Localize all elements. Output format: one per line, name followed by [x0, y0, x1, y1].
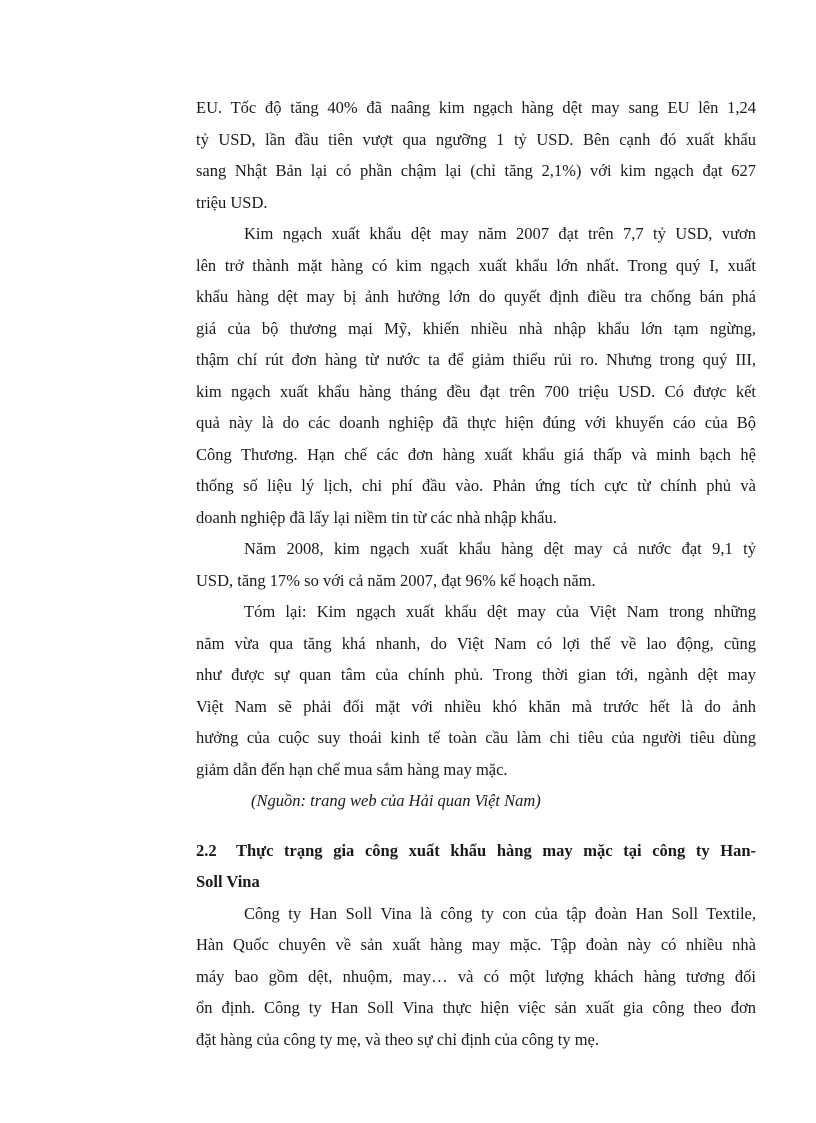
text-line: Công ty Han Soll Vina là công ty con của tập đoàn Han Soll Textile, [244, 903, 756, 923]
source-citation: (Nguồn: trang web của Hải quan Việt Nam) [251, 791, 541, 810]
text-line: tỷ USD, lần đầu tiên vượt qua ngưỡng 1 tỷ USD. Bên cạnh đó xuất khẩu [196, 129, 756, 149]
text-line: Kim ngạch xuất khẩu dệt may năm 2007 đạt trên 7,7 tỷ USD, vươn [244, 224, 756, 243]
text-line: lên trở thành mặt hàng có kim ngạch xuất khẩu lớn nhất. Trong quý I, xuất [196, 255, 756, 275]
paragraph-2008-export [196, 533, 756, 596]
text-line: EU. Tốc độ tăng 40% đã naâng kim ngạch hàng dệt may sang EU lên 1,24 [196, 98, 756, 117]
text-line: sang Nhật Bản lại có phần chậm lại (chỉ tăng 2,1%) với kim ngạch đạt 627 [196, 161, 756, 180]
text-line: máy bao gồm dệt, nhuộm, may… và có một lượng khách hàng tương đối [196, 966, 756, 986]
text-line: doanh nghiệp đã lấy lại niềm tin từ các nhà nhập khẩu. [196, 507, 557, 527]
paragraph-company-intro [196, 898, 756, 1056]
heading-title: Thực trạng gia công xuất khẩu hàng may mặc tại công ty Han- [236, 840, 756, 860]
text-line: giảm dẫn đến hạn chế mua sắm hàng may mặc. [196, 759, 508, 779]
text-line: thống số liệu lý lịch, chi phí đầu vào. Phản ứng tích cực từ chính phủ và [196, 476, 756, 495]
heading-line [196, 835, 756, 867]
paragraph-2007-export [196, 218, 756, 533]
text-line: giá của bộ thương mại Mỹ, khiến nhiều nhà nhập khẩu lớn tạm ngừng, [196, 318, 756, 338]
text-line: triệu USD. [196, 192, 268, 212]
text-line: Năm 2008, kim ngạch xuất khẩu hàng dệt may cả nước đạt 9,1 tỷ [244, 539, 756, 558]
text-line: thậm chí rút đơn hàng từ nước ta để giảm thiểu rủi ro. Nhưng trong quý III, [196, 350, 756, 369]
text-line: quả này là do các doanh nghiệp đã thực hiện đúng với khuyến cáo của Bộ [196, 413, 756, 432]
section-spacer [196, 817, 756, 835]
section-heading [196, 835, 756, 898]
text-line: hưởng của cuộc suy thoái kinh tế toàn cầu làm chi tiêu của người tiêu dùng [196, 728, 756, 747]
text-line: đặt hàng của công ty mẹ, và theo sự chỉ định của công ty mẹ. [196, 1029, 599, 1049]
paragraph-summary [196, 596, 756, 785]
text-line: Công Thương. Hạn chế các đơn hàng xuất khẩu giá thấp và minh bạch hệ [196, 444, 756, 464]
text-line: Việt Nam sẽ phải đối mặt với nhiều khó khăn mà trước hết là do ảnh [196, 696, 756, 716]
heading-line [196, 866, 756, 898]
text-line: khẩu hàng dệt may bị ảnh hưởng lớn do quyết định điều tra chống bán phá [196, 287, 756, 306]
paragraph-eu-export [196, 92, 756, 218]
text-line: Hàn Quốc chuyên về sản xuất hàng may mặc. Tập đoàn này có nhiều nhà [196, 935, 756, 954]
heading-number: 2.2 [196, 840, 217, 860]
text-line: Tóm lại: Kim ngạch xuất khẩu dệt may của Việt Nam trong những [244, 602, 756, 621]
text-line: kim ngạch xuất khẩu hàng tháng đều đạt trên 700 triệu USD. Có được kết [196, 381, 756, 401]
document-page [196, 92, 756, 1055]
text-line: năm vừa qua tăng khá nhanh, do Việt Nam có lợi thế về lao động, cũng [196, 633, 756, 653]
text-line: ổn định. Công ty Han Soll Vina thực hiện việc sản xuất gia công theo đơn [196, 998, 756, 1017]
heading-title-continued: Soll Vina [196, 872, 260, 891]
text-line: USD, tăng 17% so với cả năm 2007, đạt 96% kế hoạch năm. [196, 570, 596, 590]
text-line: như được sự quan tâm của chính phủ. Trong thời gian tới, ngành dệt may [196, 665, 756, 684]
